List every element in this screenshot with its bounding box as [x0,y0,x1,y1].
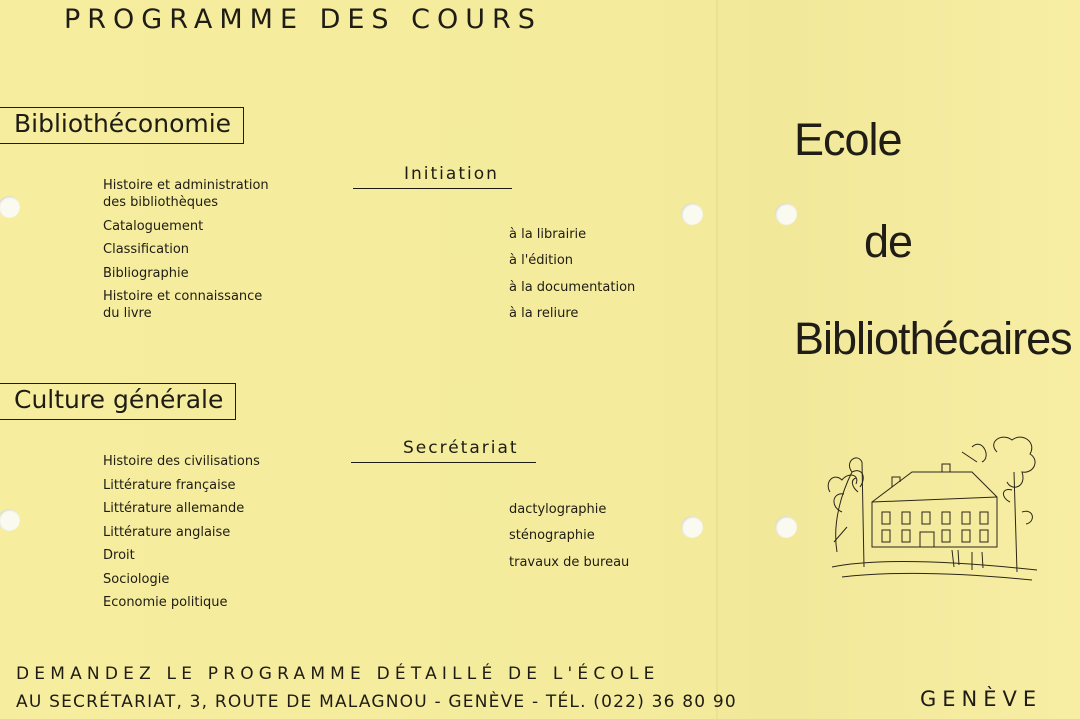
list-item: Classification [103,242,190,257]
section-title-culture-generale [0,383,236,420]
page-title: PROGRAMME DES COURS [64,4,542,35]
list-item: à la librairie [509,227,587,242]
subsection-title-initiation: Initiation [404,164,499,184]
culture-generale-list [103,453,260,618]
list-item: à la documentation [509,279,636,295]
cover-title-line-3: Bibliothécaires [794,313,1072,364]
building-sketch-icon [822,432,1044,587]
list-item: à la reliure [509,305,579,321]
punch-hole [681,516,703,538]
list-item: sténographie [509,528,595,544]
list-item: Histoire des civilisations [103,454,260,469]
section-title-bibliotheconomie [0,107,244,144]
list-item: Littérature anglaise [103,524,231,540]
divider [351,462,536,463]
punch-hole [775,203,797,225]
list-item: travaux de bureau [509,554,630,570]
list-item: Economie politique [103,595,228,610]
list-item: Littérature allemande [103,501,245,516]
cover-title-line-1: Ecole [794,114,902,165]
list-item: Sociologie [103,571,170,587]
list-item: Histoire et connaissance du livre [103,289,263,321]
list-item: Littérature française [103,477,236,493]
list-item: Droit [103,548,135,563]
section-title-label: Bibliothéconomie [14,109,232,138]
cover-city: GENÈVE [920,687,1043,711]
list-item: à l'édition [509,253,574,269]
section-title-label: Culture générale [14,385,224,414]
subsection-title-secretariat: Secrétariat [403,438,519,458]
fold-line [716,0,718,719]
list-item: Histoire et administration des bibliothèques [103,178,269,210]
initiation-list [509,227,635,332]
punch-hole [681,203,703,225]
list-item: Cataloguement [103,218,204,234]
list-item: dactylographie [509,502,607,517]
punch-hole [775,516,797,538]
bibliotheconomie-list [103,177,269,329]
divider [353,188,512,189]
cover-title-line-2: de [864,216,913,267]
footer-line-1: DEMANDEZ LE PROGRAMME DÉTAILLÉ DE L'ÉCOLE [16,664,660,684]
list-item: Bibliographie [103,265,189,281]
secretariat-list [509,502,629,581]
footer-line-2: AU SECRÉTARIAT, 3, ROUTE DE MALAGNOU - GENÈVE - TÉL. (022) 36 80 90 [16,692,737,712]
